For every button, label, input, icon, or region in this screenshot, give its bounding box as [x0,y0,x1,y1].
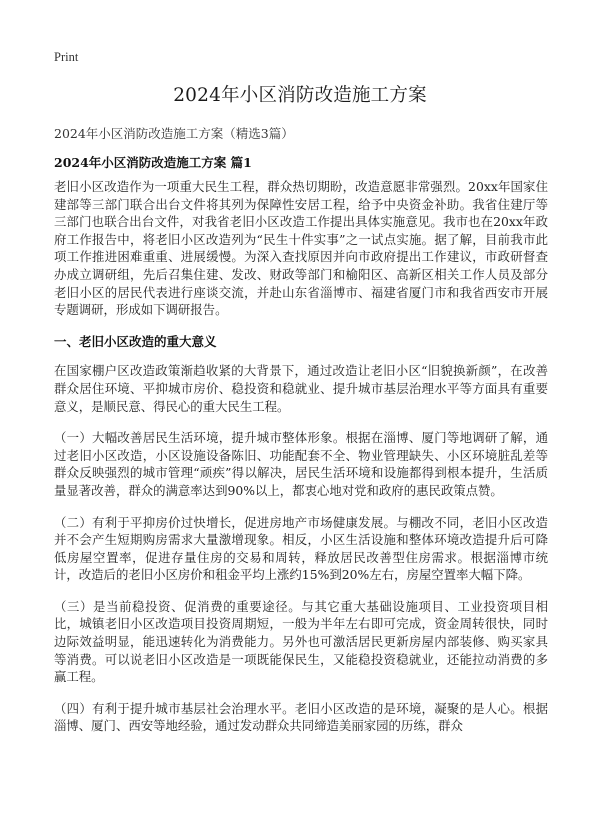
body-paragraph: （一）大幅改善居民生活环境，提升城市整体形象。根据在淄博、厦门等地调研了解，通过老旧小区改造，小区设施设备陈旧、功能配套不全、物业管理缺失、小区环境脏乱差等群众反映强烈的城市管理“顽疾”得以解决，居民生活环境和设施都得到根本提升，生活质量显著改善，群众的满意率达到90%以上，都衷心地对党和政府的惠民政策点赞。 [54,430,548,498]
body-paragraph: （四）有利于提升城市基层社会治理水平。老旧小区改造的是环境，凝聚的是人心。根据淄博、厦门、西安等地经验，通过发动群众共同缔造美丽家园的历练，群众 [54,700,548,734]
section-heading: 一、老旧小区改造的重大意义 [54,333,217,349]
document-body [54,178,548,749]
section-title: 2024年小区消防改造施工方案 篇1 [54,155,252,170]
document-subtitle: 2024年小区消防改造施工方案（精选3篇） [54,126,294,141]
body-paragraph: 在国家棚户区改造政策渐趋收紧的大背景下，通过改造让老旧小区“旧貌换新颜”，在改善群众居住环境、平抑城市房价、稳投资和稳就业、提升城市基层治理水平等方面具有重要意义，是顺民意、得民心的重大民生工程。 [54,363,548,414]
page-title: 2024年小区消防改造施工方案 [173,85,427,106]
body-paragraph: （三）是当前稳投资、促消费的重要途径。与其它重大基础设施项目、工业投资项目相比，城镇老旧小区改造项目投资周期短，一般为半年左右即可完成，资金周转很快，同时边际效益明显，能迅速转化为消费能力。另外也可激活居民更新房屋内部装修、购买家具等消费。可以说老旧小区改造是一项既能保民生，又能稳投资稳就业，还能拉动消费的多赢工程。 [54,598,548,685]
print-link[interactable]: Print [54,50,79,64]
body-paragraph: 老旧小区改造作为一项重大民生工程，群众热切期盼，改造意愿非常强烈。20xx年国家住建部等三部门联合出台文件将其列为保障性安居工程，给予中央资金补助。我省住建厅等三部门也联合出台文件，对我省老旧小区改造工作提出具体实施意见。我市也在20xx年政府工作报告中，将老旧小区改造列为“民生十件实事”之一试点实施。据了解，目前我市此项工作推进困难重重、进展缓慢。为深入查找原因并向市政府提出工作建议，市政研督查办成立调研组，先后召集住建、发改、财政等部门和榆阳区、高新区相关工作人员及部分老旧小区的居民代表进行座谈交流，并赴山东省淄博市、福建省厦门市和我省西安市开展专题调研，形成如下调研报告。 [54,179,548,318]
body-paragraph: （二）有利于平抑房价过快增长，促进房地产市场健康发展。与棚改不同，老旧小区改造并不会产生短期购房需求大量激增现象。相反，小区生活设施和整体环境改造提升后可降低房屋空置率，促进存量住房的交易和周转，释放居民改善型住房需求。根据淄博市统计，改造后的老旧小区房价和租金平均上涨约15%到20%左右，房屋空置率大幅下降。 [54,514,548,583]
